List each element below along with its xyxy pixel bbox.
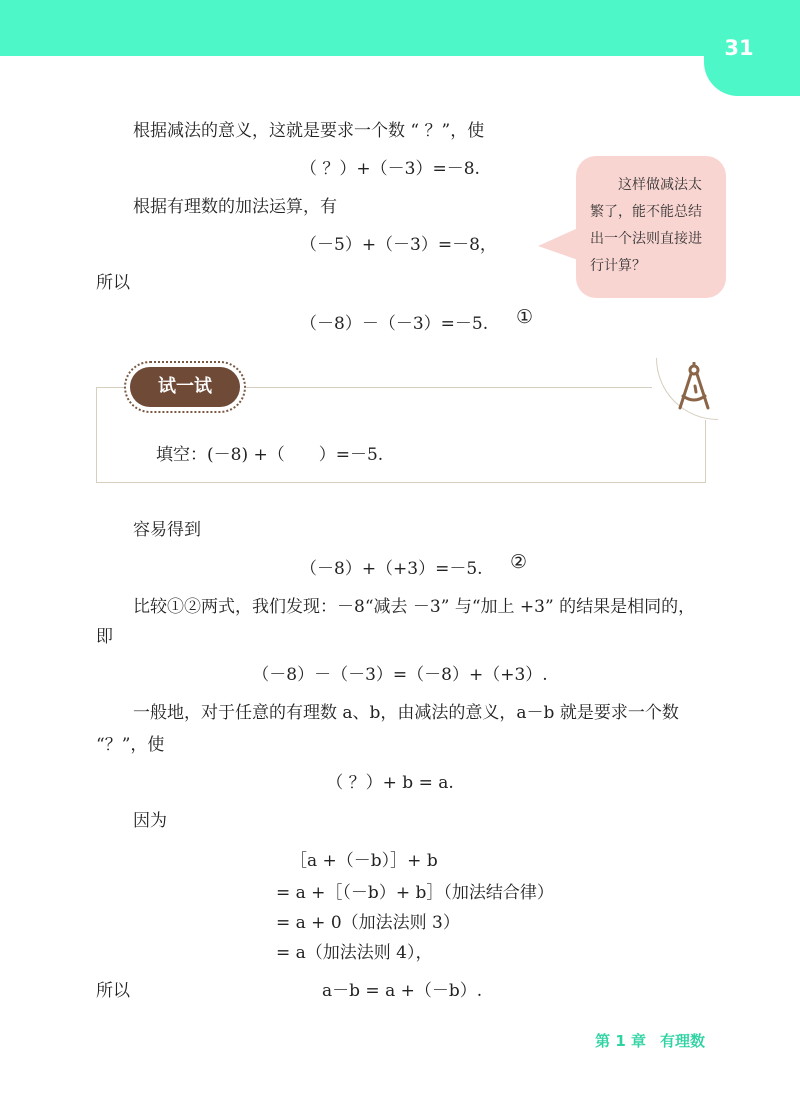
chapter-footer [560, 1030, 705, 1051]
equation-6: （ ？）+ b = a. [326, 773, 454, 793]
speech-bubble-tail [538, 228, 578, 260]
equation-1: （ ？）+（－3）=－8. [300, 159, 480, 179]
footer-title: 有理数 [659, 1032, 705, 1050]
text-line-5b: 即 [96, 627, 113, 647]
speech-bubble-text: 这样做减法太繁了，能不能总结出一个法则直接进行计算？ [590, 177, 702, 274]
try-it-exercise: 填空：(－8) +（ ）=－5. [156, 445, 384, 465]
text-line-3: 所以 [96, 273, 130, 293]
equation-5: （－8）－（－3）=（－8）+（+3）. [252, 665, 548, 685]
text-line-6a: 一般地，对于任意的有理数 a、b，由减法的意义，a－b 就是要求一个数 [133, 703, 679, 723]
text-line-8: 所以 [96, 981, 130, 1001]
derivation-line-4: = a（加法法则 4）， [276, 943, 433, 963]
text-line-2: 根据有理数的加法运算，有 [133, 197, 337, 217]
equation-3-mark: ① [516, 306, 534, 328]
equation-4: （－8）+（+3）=－5. [300, 559, 483, 579]
text-line-1: 根据减法的意义，这就是要求一个数 “ ？”，使 [133, 121, 485, 141]
compass-icon [674, 362, 722, 414]
equation-2: （－5）+（－3）=－8， [300, 235, 497, 255]
text-line-4: 容易得到 [133, 520, 201, 540]
equation-8: a－b = a +（－b）. [322, 981, 483, 1001]
text-line-5a: 比较①②两式，我们发现：－8“减去 －3” 与“加上 +3” 的结果是相同的， [133, 597, 696, 617]
try-it-badge: 试一试 [130, 367, 240, 407]
derivation-line-2: = a +［（－b）+ b］（加法结合律） [276, 883, 554, 903]
equation-3: （－8）－（－3）=－5. [300, 314, 489, 334]
equation-4-mark: ② [510, 551, 528, 573]
derivation-line-1: ［a +（－b）］+ b [290, 851, 438, 871]
text-line-7: 因为 [133, 811, 167, 831]
top-band [0, 0, 800, 56]
derivation-line-3: = a + 0（加法法则 3） [276, 913, 460, 933]
text-line-6b: “？”，使 [96, 735, 165, 755]
footer-chapter: 第 1 章 [595, 1032, 646, 1050]
page-number: 31 [724, 36, 754, 60]
